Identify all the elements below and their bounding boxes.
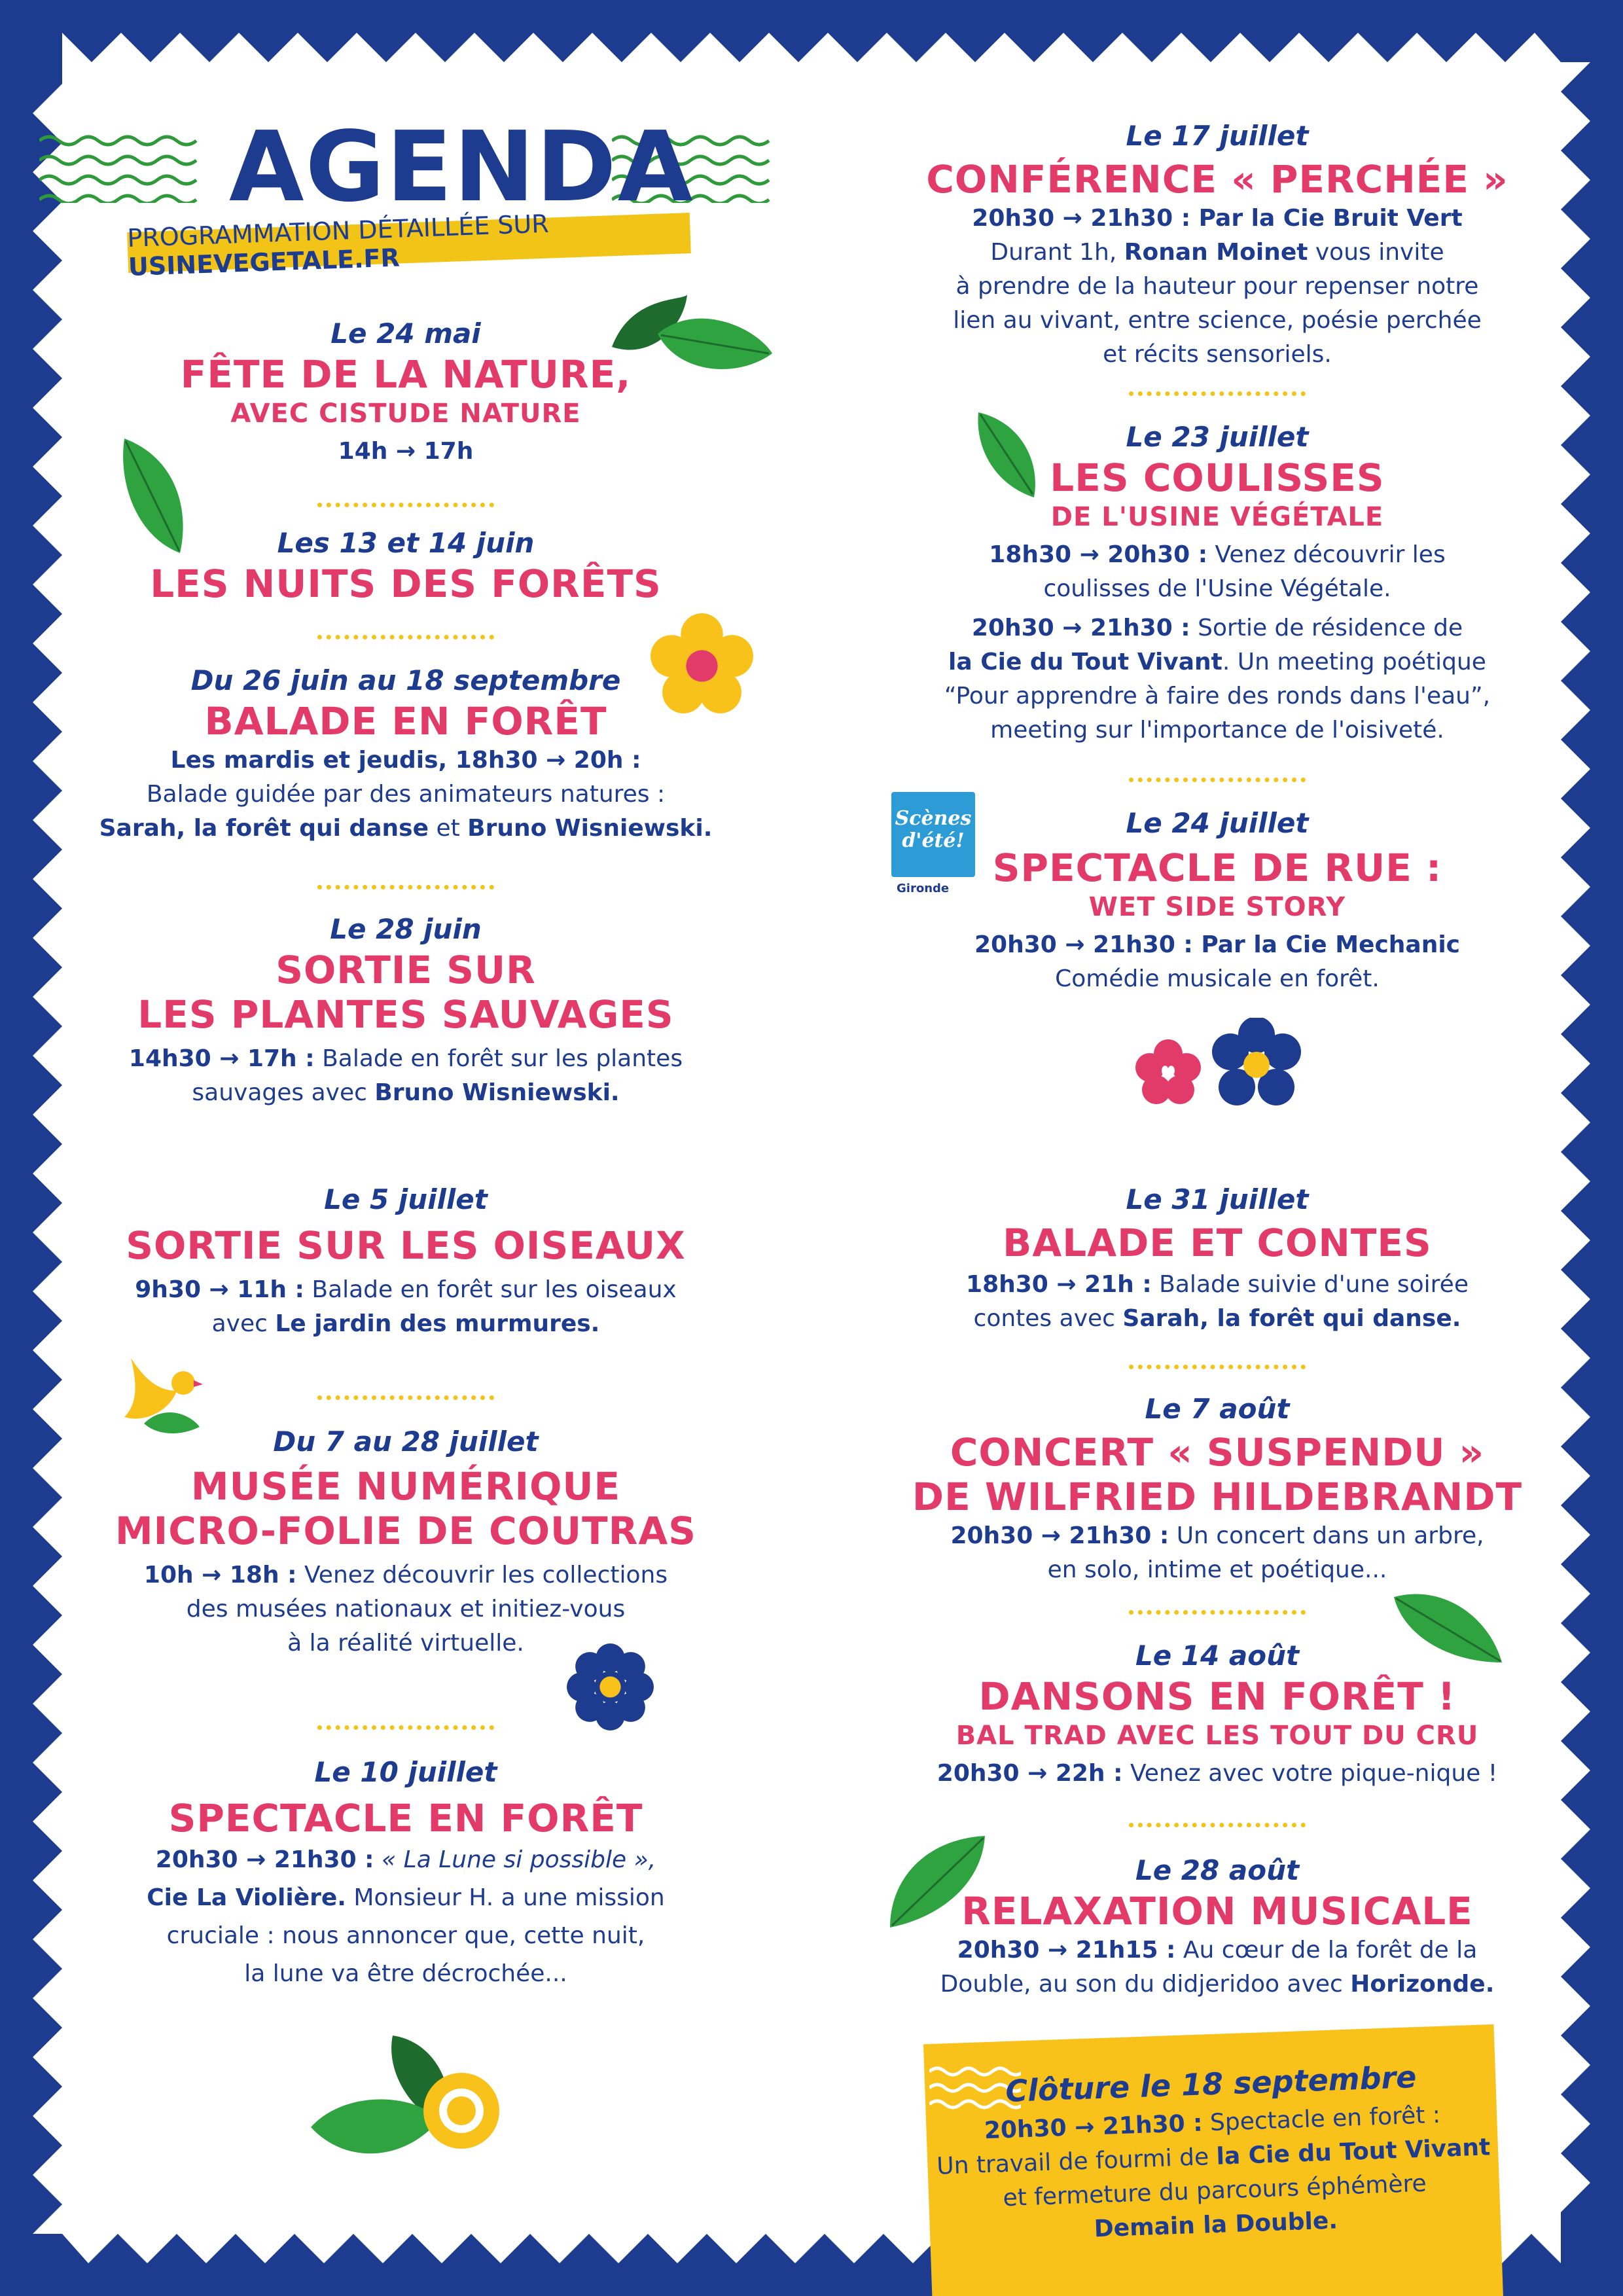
event-desc-line2: coulisses de l'Usine Végétale. (1043, 575, 1391, 602)
scenes-d-ete-logo: Scènes d'été! (891, 792, 975, 877)
event-title-2: LES PLANTES SAUVAGES (137, 992, 674, 1037)
event-desc-line2 (910, 1967, 1525, 2001)
event-company: Cie La Violière. (147, 1884, 346, 1911)
event-desc-1a: Durant 1h, (990, 239, 1124, 266)
event-desc-2a: contes avec (973, 1305, 1123, 1332)
event-title: SPECTACLE DE RUE : (992, 846, 1442, 890)
guide-join: et (429, 815, 468, 842)
event-desc-line4: et récits sensoriels. (1103, 341, 1332, 368)
event-28-juin (98, 911, 713, 1110)
event-title: LES NUITS DES FORÊTS (150, 562, 662, 606)
event-17-juillet (910, 118, 1525, 372)
event-title: FÊTE DE LA NATURE, (180, 352, 632, 397)
event-date: Le 23 juillet (1126, 421, 1309, 453)
event-title: RELAXATION MUSICALE (961, 1889, 1473, 1933)
event-24-juillet (910, 805, 1525, 996)
event-desc (910, 1519, 1525, 1553)
event-14-aout (910, 1638, 1525, 1791)
banner-prefix: PROGRAMMATION DÉTAILLÉE SUR (126, 209, 550, 253)
event-desc-line4 (910, 645, 1525, 679)
event-desc-1: Balade suivie d'une soirée (1151, 1271, 1469, 1298)
closing-line3: et fermeture du parcours éphémère (1002, 2170, 1427, 2212)
event-title: SORTIE SUR LES OISEAUX (126, 1223, 686, 1268)
event-desc (98, 1273, 713, 1307)
event-desc-2b: Sarah, la forêt qui danse. (1122, 1305, 1461, 1332)
dotted-divider (1129, 1823, 1306, 1827)
event-company: la Cie du Tout Vivant (948, 649, 1222, 675)
event-date: Le 14 août (1135, 1640, 1300, 1672)
dotted-divider (1129, 391, 1306, 396)
event-desc-1c: vous invite (1308, 239, 1444, 266)
event-desc (98, 1042, 713, 1076)
event-desc-2b: Le jardin des murmures. (275, 1310, 600, 1337)
event-desc-line3: à la réalité virtuelle. (287, 1630, 524, 1657)
event-time: 20h30 → 21h30 : (155, 1846, 374, 1873)
event-times: 14h → 17h (338, 438, 474, 465)
closing-line4: Demain la Double. (1094, 2207, 1338, 2243)
event-desc-line2 (98, 1881, 713, 1915)
event-date: Du 26 juin au 18 septembre (190, 664, 621, 696)
wave-lines-left-icon (39, 131, 203, 203)
event-date: Le 10 juillet (314, 1756, 497, 1788)
event-desc: Balade guidée par des animateurs natures : (146, 781, 666, 808)
event-desc-1: Venez découvrir les (1207, 541, 1446, 568)
event-desc (910, 1268, 1525, 1302)
event-date: Le 7 août (1145, 1393, 1290, 1425)
dotted-divider (317, 635, 494, 639)
event-desc-line4: la lune va être décrochée... (244, 1960, 567, 1987)
guide-sarah: Sarah, la forêt qui danse (99, 815, 429, 842)
event-desc-1: Un concert dans un arbre, (1169, 1522, 1484, 1549)
event-desc-line2: à prendre de la hauteur pour repenser notre (955, 273, 1479, 300)
event-23-juillet (910, 419, 1525, 747)
event-desc-2a: avec (211, 1310, 276, 1337)
event-desc-line3: cruciale : nous annoncer que, cette nuit, (166, 1922, 645, 1949)
event-balade-foret (98, 662, 713, 846)
event-title-2: DE WILFRIED HILDEBRANDT (912, 1475, 1523, 1519)
event-desc-2b: Horizonde. (1350, 1971, 1495, 1998)
event-desc-line2 (910, 1302, 1525, 1336)
event-time: 20h30 → 22h : (936, 1760, 1123, 1787)
event-5-juillet (98, 1181, 713, 1341)
dotted-divider (1129, 1365, 1306, 1369)
event-guides (98, 812, 713, 846)
event-desc-2a: Double, au son du didjeridoo avec (940, 1971, 1351, 1998)
event-title: CONFÉRENCE « PERCHÉE » (926, 157, 1508, 202)
event-subtitle: DE L'USINE VÉGÉTALE (1050, 502, 1384, 532)
event-date: Le 28 juin (330, 913, 482, 945)
dotted-divider (317, 885, 494, 889)
event-desc (910, 1933, 1525, 1967)
event-desc-1: Balade en forêt sur les oiseaux (304, 1276, 677, 1303)
event-desc-line2: des musées nationaux et initiez-vous (186, 1596, 626, 1623)
event-subtitle: BAL TRAD AVEC LES TOUT DU CRU (955, 1721, 1479, 1751)
event-desc-1: Venez découvrir les collections (296, 1562, 668, 1588)
event-date: Le 31 juillet (1126, 1183, 1309, 1215)
event-title: CONCERT « SUSPENDU » (950, 1430, 1485, 1475)
event-speaker: Ronan Moinet (1124, 239, 1308, 266)
gironde-logo: Gironde (897, 882, 950, 895)
closing-company: la Cie du Tout Vivant (1215, 2134, 1491, 2170)
event-micro-folie (98, 1424, 713, 1660)
event-desc-4b: . Un meeting poétique (1222, 649, 1486, 675)
closing-time: 20h30 → 21h30 : (984, 2109, 1204, 2145)
closing-title: Clôture le 18 septembre (1005, 2059, 1418, 2109)
event-date: Les 13 et 14 juin (277, 527, 535, 559)
event-date: Le 17 juillet (1126, 120, 1309, 152)
closing-content (925, 2052, 1501, 2252)
event-28-aout (910, 1852, 1525, 2001)
event-desc-line3: lien au vivant, entre science, poésie perchée (953, 307, 1482, 334)
dotted-divider (1129, 778, 1306, 782)
event-title: LES COULISSES (1050, 456, 1385, 500)
event-title-2: MICRO-FOLIE DE COUTRAS (115, 1509, 697, 1553)
event-10-juillet (98, 1754, 713, 1991)
event-desc-line5: “Pour apprendre à faire des ronds dans l'eau”, (944, 683, 1491, 709)
event-desc-2b: Monsieur H. a une mission (346, 1884, 665, 1911)
event-desc (98, 1843, 713, 1877)
event-desc-2b: Bruno Wisniewski. (374, 1079, 620, 1106)
event-desc-line1 (910, 538, 1525, 572)
event-date: Le 24 mai (330, 317, 481, 350)
event-24-mai (98, 315, 713, 469)
event-time: 18h30 → 21h : (966, 1271, 1152, 1298)
leaves-flower-bottom-icon (308, 2029, 510, 2173)
event-desc-1: Venez avec votre pique-nique ! (1122, 1760, 1498, 1787)
event-title: DANSONS EN FORÊT ! (978, 1674, 1456, 1719)
guide-bruno: Bruno Wisniewski. (467, 815, 713, 842)
event-time: 9h30 → 11h : (135, 1276, 304, 1303)
event-desc-3: Sortie de résidence de (1190, 615, 1463, 641)
event-desc-line2 (98, 1076, 713, 1110)
event-7-aout (910, 1391, 1525, 1587)
closing-desc-1: Spectacle en forêt : (1202, 2101, 1441, 2137)
event-desc (910, 1757, 1525, 1791)
event-schedule: Les mardis et jeudis, 18h30 → 20h : (170, 747, 641, 774)
closing-desc-2a: Un travail de fourmi de (936, 2143, 1217, 2180)
event-desc-line1: Comédie musicale en forêt. (1055, 965, 1380, 992)
event-subtitle: WET SIDE STORY (1088, 892, 1346, 922)
event-title: SPECTACLE EN FORÊT (168, 1796, 643, 1840)
event-desc (98, 1558, 713, 1592)
event-time: 20h30 → 21h15 : (957, 1937, 1176, 1964)
event-title: BALADE ET CONTES (1003, 1221, 1432, 1265)
event-13-14-juin (98, 525, 713, 606)
event-date: Le 28 août (1135, 1854, 1300, 1886)
event-time: 20h30 → 21h30 : Par la Cie Bruit Vert (972, 205, 1463, 232)
event-time: 14h30 → 17h : (128, 1045, 315, 1072)
dotted-divider (317, 1395, 494, 1400)
event-subtitle: AVEC CISTUDE NATURE (230, 399, 581, 429)
event-time: 20h30 → 21h30 : Par la Cie Mechanic (974, 931, 1461, 958)
event-desc-line1 (910, 236, 1525, 270)
event-date: Le 24 juillet (1126, 807, 1309, 839)
event-date: Le 5 juillet (324, 1183, 488, 1215)
dotted-divider (1129, 1610, 1306, 1615)
event-desc-2a: sauvages avec (192, 1079, 375, 1106)
event-desc-1: Au cœur de la forêt de la (1175, 1937, 1478, 1964)
program-banner[interactable] (126, 209, 691, 281)
event-title: SORTIE SUR (276, 948, 536, 992)
dotted-divider (317, 1725, 494, 1730)
event-desc-line2 (98, 1307, 713, 1341)
event-date: Du 7 au 28 juillet (273, 1426, 539, 1458)
agenda-title: AGENDA (229, 111, 694, 223)
event-desc-1: « La Lune si possible », (374, 1846, 656, 1873)
event-title: MUSÉE NUMÉRIQUE (190, 1464, 621, 1509)
event-desc-line3 (910, 611, 1525, 645)
event-time-2: 20h30 → 21h30 : (971, 615, 1190, 641)
event-desc-line2: en solo, intime et poétique... (1047, 1556, 1387, 1583)
event-title: BALADE EN FORÊT (204, 699, 607, 744)
event-time-1: 18h30 → 20h30 : (989, 541, 1208, 568)
banner-site-link[interactable]: USINEVEGETALE.FR (128, 243, 401, 281)
event-desc-line6: meeting sur l'importance de l'oisiveté. (990, 717, 1444, 744)
dotted-divider (317, 503, 494, 507)
event-31-juillet (910, 1181, 1525, 1336)
event-time: 10h → 18h : (143, 1562, 297, 1588)
event-desc-1: Balade en forêt sur les plantes (314, 1045, 683, 1072)
event-time: 20h30 → 21h30 : (950, 1522, 1169, 1549)
pink-blue-flowers-icon (1132, 1018, 1312, 1113)
